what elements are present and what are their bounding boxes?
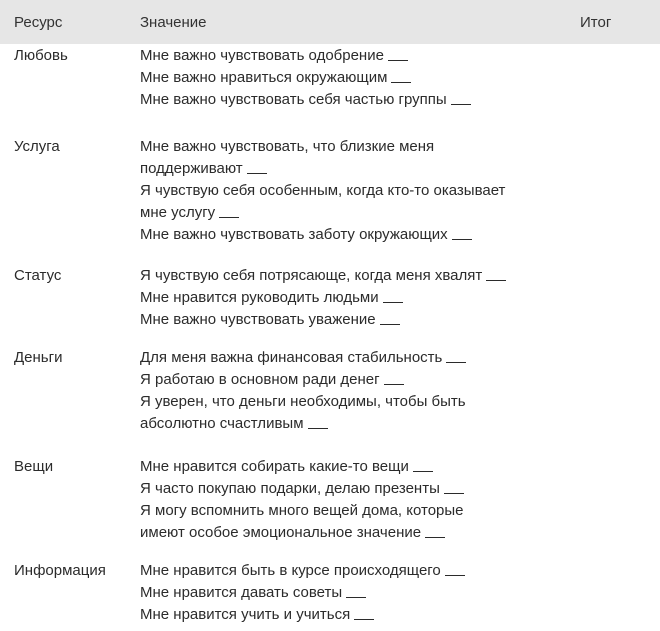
statement-line — [140, 265, 560, 287]
statement-line — [140, 391, 560, 413]
statement-text: Мне важно чувствовать себя частью группы — [140, 91, 447, 108]
statement-text: имеют особое эмоциональное значение — [140, 524, 422, 541]
score-blank[interactable] — [413, 471, 433, 472]
score-blank[interactable] — [486, 280, 506, 281]
score-blank[interactable] — [354, 619, 374, 620]
resource-cell: Вещи — [14, 458, 54, 475]
statement-text: поддерживают — [140, 160, 243, 177]
score-blank[interactable] — [308, 428, 328, 429]
statement-text: Я уверен, что деньги необходимы, чтобы быть — [140, 393, 466, 410]
statement-line — [140, 500, 560, 522]
resource-cell: Статус — [14, 267, 62, 284]
statement-line — [140, 522, 560, 544]
score-blank[interactable] — [425, 537, 445, 538]
statement-text: Мне важно нравиться окружающим — [140, 69, 388, 86]
statement-text: Мне нравится быть в курсе происходящего — [140, 562, 441, 579]
header-value: Значение — [140, 14, 207, 31]
header-total: Итог — [580, 14, 612, 31]
statement-text: Мне важно чувствовать, что близкие меня — [140, 138, 435, 155]
statement-text: Я могу вспомнить много вещей дома, которые — [140, 502, 464, 519]
statement-line — [140, 224, 560, 246]
table-header — [0, 0, 660, 44]
statement-line — [140, 45, 560, 67]
statement-text: Мне нравится собирать какие-то вещи — [140, 458, 409, 475]
value-cell — [140, 136, 560, 246]
resource-cell: Деньги — [14, 349, 63, 366]
statement-line — [140, 180, 560, 202]
score-blank[interactable] — [247, 173, 267, 174]
statement-text: Я часто покупаю подарки, делаю презенты — [140, 480, 440, 497]
score-blank[interactable] — [451, 104, 471, 105]
statement-line — [140, 287, 560, 309]
statement-line — [140, 89, 560, 111]
score-blank[interactable] — [383, 302, 403, 303]
statement-text: Мне важно чувствовать одобрение — [140, 47, 384, 64]
resource-cell: Услуга — [14, 138, 60, 155]
statement-line — [140, 136, 560, 158]
statement-text: мне услугу — [140, 204, 216, 221]
statement-text: Мне важно чувствовать заботу окружающих — [140, 226, 448, 243]
statement-text: Мне важно чувствовать уважение — [140, 311, 376, 328]
score-blank[interactable] — [452, 239, 472, 240]
statement-line — [140, 560, 560, 582]
score-blank[interactable] — [391, 82, 411, 83]
value-cell — [140, 456, 560, 544]
statement-line — [140, 604, 560, 626]
statement-text: Мне нравится учить и учиться — [140, 606, 351, 623]
score-blank[interactable] — [380, 324, 400, 325]
resource-cell: Любовь — [14, 47, 68, 64]
value-cell — [140, 347, 560, 435]
statement-line — [140, 478, 560, 500]
statement-line — [140, 309, 560, 331]
statement-text: Для меня важна финансовая стабильность — [140, 349, 443, 366]
statement-text: Я чувствую себя особенным, когда кто-то оказывает — [140, 182, 506, 199]
statement-line — [140, 202, 560, 224]
statement-text: Мне нравится руководить людьми — [140, 289, 379, 306]
statement-line — [140, 347, 560, 369]
statement-line — [140, 413, 560, 435]
statement-line — [140, 456, 560, 478]
score-blank[interactable] — [446, 362, 466, 363]
score-blank[interactable] — [384, 384, 404, 385]
value-cell — [140, 265, 560, 331]
score-blank[interactable] — [219, 217, 239, 218]
score-blank[interactable] — [444, 493, 464, 494]
resource-cell: Информация — [14, 562, 106, 579]
statement-text: Я работаю в основном ради денег — [140, 371, 380, 388]
value-cell — [140, 560, 560, 626]
statement-text: Мне нравится давать советы — [140, 584, 343, 601]
statement-text: Я чувствую себя потрясающе, когда меня хвалят — [140, 267, 483, 284]
statement-line — [140, 158, 560, 180]
header-resource: Ресурс — [14, 14, 63, 31]
score-blank[interactable] — [388, 60, 408, 61]
statement-line — [140, 67, 560, 89]
statement-text: абсолютно счастливым — [140, 415, 304, 432]
statement-line — [140, 582, 560, 604]
score-blank[interactable] — [346, 597, 366, 598]
score-blank[interactable] — [445, 575, 465, 576]
statement-line — [140, 369, 560, 391]
value-cell — [140, 45, 560, 111]
